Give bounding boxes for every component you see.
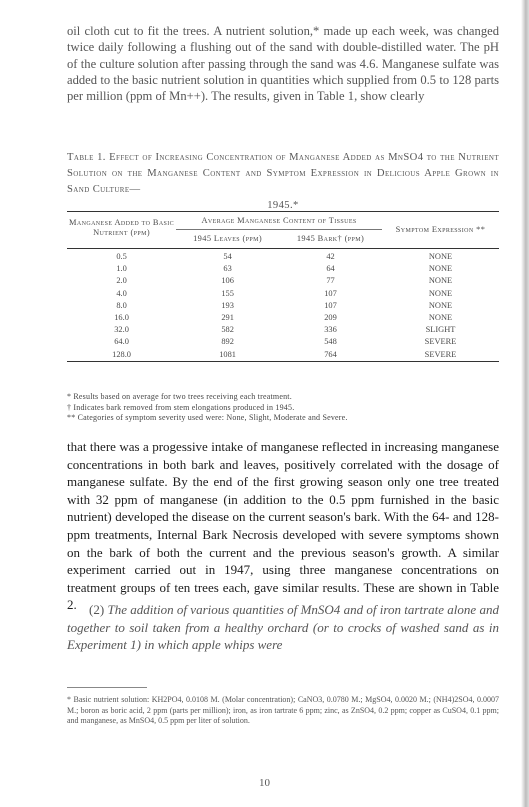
- footnote-rule: [67, 687, 147, 688]
- table-row: [67, 263, 499, 275]
- cell-added: 0.5: [67, 249, 176, 264]
- cell-added: 32.0: [114, 325, 129, 335]
- cell-bark: 77: [326, 276, 335, 286]
- cell-symptom: SLIGHT: [425, 325, 456, 335]
- table-row: [67, 275, 499, 287]
- cell-leaves: 106: [221, 276, 234, 286]
- cell-symptom: NONE: [428, 300, 453, 310]
- table-caption-year: 1945.*: [267, 200, 299, 211]
- cell-bark: 764: [279, 349, 382, 362]
- table-note: ** Categories of symptom severity used were: None, Slight, Moderate and Severe.: [67, 413, 348, 422]
- cell-symptom: NONE: [382, 249, 499, 264]
- cell-bark: 64: [326, 264, 335, 274]
- cell-symptom: NONE: [428, 313, 453, 323]
- cell-bark: 107: [324, 300, 337, 310]
- cell-added: 4.0: [116, 288, 127, 298]
- cell-leaves: 291: [221, 313, 234, 323]
- cell-added: 64.0: [114, 337, 129, 347]
- table-notes: [67, 392, 499, 424]
- item-italic-text: The addition of various quantities of MnSO4 and of iron tartrate alone and together to soil taken from a healthy orchard (or to crocks of washed sand as in Experiment 1) in which apple whips were: [67, 602, 499, 653]
- cell-bark: 548: [324, 337, 337, 347]
- table-row: [67, 324, 499, 336]
- cell-leaves: 63: [223, 264, 232, 274]
- manganese-table: [67, 211, 499, 362]
- header-symptom-expression: Symptom Expression **: [382, 212, 499, 249]
- cell-leaves: 54: [176, 249, 279, 264]
- cell-added: 1.0: [116, 264, 127, 274]
- cell-bark: 42: [279, 249, 382, 264]
- cell-leaves: 155: [221, 288, 234, 298]
- cell-added: 8.0: [116, 300, 127, 310]
- table-row: [67, 249, 499, 264]
- header-average-content: Average Manganese Content of Tissues: [176, 212, 382, 230]
- cell-leaves: 1081: [176, 349, 279, 362]
- footnote: * Basic nutrient solution: KH2PO4, 0.0108 M. (Molar concentration); CaNO3, 0.0780 M.; MgSO4, 0.0020 M.; (NH4)2SO4, 0.0007 M.; boron as boric acid, 2 ppm (parts per million); iron, as iron tartrate 6 ppm; zinc, as ZnSO4, 0.2 ppm; copper as CuSO4, 0.1 ppm; and manganese, as MnSO4, 0.5 ppm per liter of solution.: [67, 695, 499, 725]
- table-row: [67, 349, 499, 362]
- header-bark: 1945 Bark† (ppm): [296, 234, 365, 243]
- table-row: [67, 312, 499, 324]
- page-edge-shadow: [521, 0, 529, 807]
- cell-leaves: 892: [221, 337, 234, 347]
- header-manganese-added: Manganese Added to Basic Nutrient (ppm): [67, 212, 176, 249]
- body-paragraph-top: oil cloth cut to fit the trees. A nutrient solution,* made up each week, was changed twice daily following a flushing out of the sand with double-distilled water. The pH of the culture solution after passing through the sand was 4.6. Manganese sulfate was added to the basic nutrient solution in quantities which supplied from 0.5 to 128 parts per million (ppm of Mn++). The results, given in Table 1, show clearly: [67, 24, 499, 104]
- table-row: [67, 300, 499, 312]
- body-paragraph-middle: that there was a progessive intake of manganese reflected in increasing manganese concentrations in both bark and leaves, positively correlated with the dosage of manganese sulfate. By the end of the first growing season only one tree treated with 32 ppm of manganese (in addition to the 0.5 ppm furnished in the basic nutrient) developed the disease on the current season's bark. With the 64- and 128-ppm treatments, Internal Bark Necrosis developed with severe symptoms shown on the bark of both the current and the previous season's growth. A similar experiment carried out in 1947, using three manganese concentrations on treatment groups of ten trees each, gave similar results. These are shown in Table 2.: [67, 439, 499, 613]
- table-caption: [67, 150, 499, 214]
- item-number: (2): [89, 602, 105, 617]
- cell-symptom: NONE: [428, 276, 453, 286]
- cell-bark: 336: [324, 325, 337, 335]
- cell-added: 2.0: [116, 276, 127, 286]
- table-row: [67, 288, 499, 300]
- cell-bark: 209: [324, 313, 337, 323]
- cell-symptom: NONE: [428, 264, 453, 274]
- cell-symptom: SEVERE: [424, 337, 457, 347]
- table-note: † Indicates bark removed from stem elongations produced in 1945.: [67, 402, 295, 412]
- cell-symptom: SEVERE: [382, 349, 499, 362]
- cell-added: 16.0: [114, 313, 129, 323]
- table-row: [67, 336, 499, 348]
- table-caption-text: Table 1. Effect of Increasing Concentration of Manganese Added as MnSO4 to the Nutrient Solution on the Manganese Content and Symptom Expression in Delicious Apple Grown in Sand Culture—: [67, 152, 499, 195]
- table-note: * Results based on average for two trees receiving each treatment.: [67, 392, 292, 401]
- cell-bark: 107: [324, 288, 337, 298]
- header-leaves: 1945 Leaves (ppm): [193, 234, 263, 243]
- cell-added: 128.0: [67, 349, 176, 362]
- cell-symptom: NONE: [428, 288, 453, 298]
- cell-leaves: 193: [221, 300, 234, 310]
- cell-leaves: 582: [221, 325, 234, 335]
- body-paragraph-item-2: [67, 601, 499, 654]
- page-number: 10: [259, 777, 270, 789]
